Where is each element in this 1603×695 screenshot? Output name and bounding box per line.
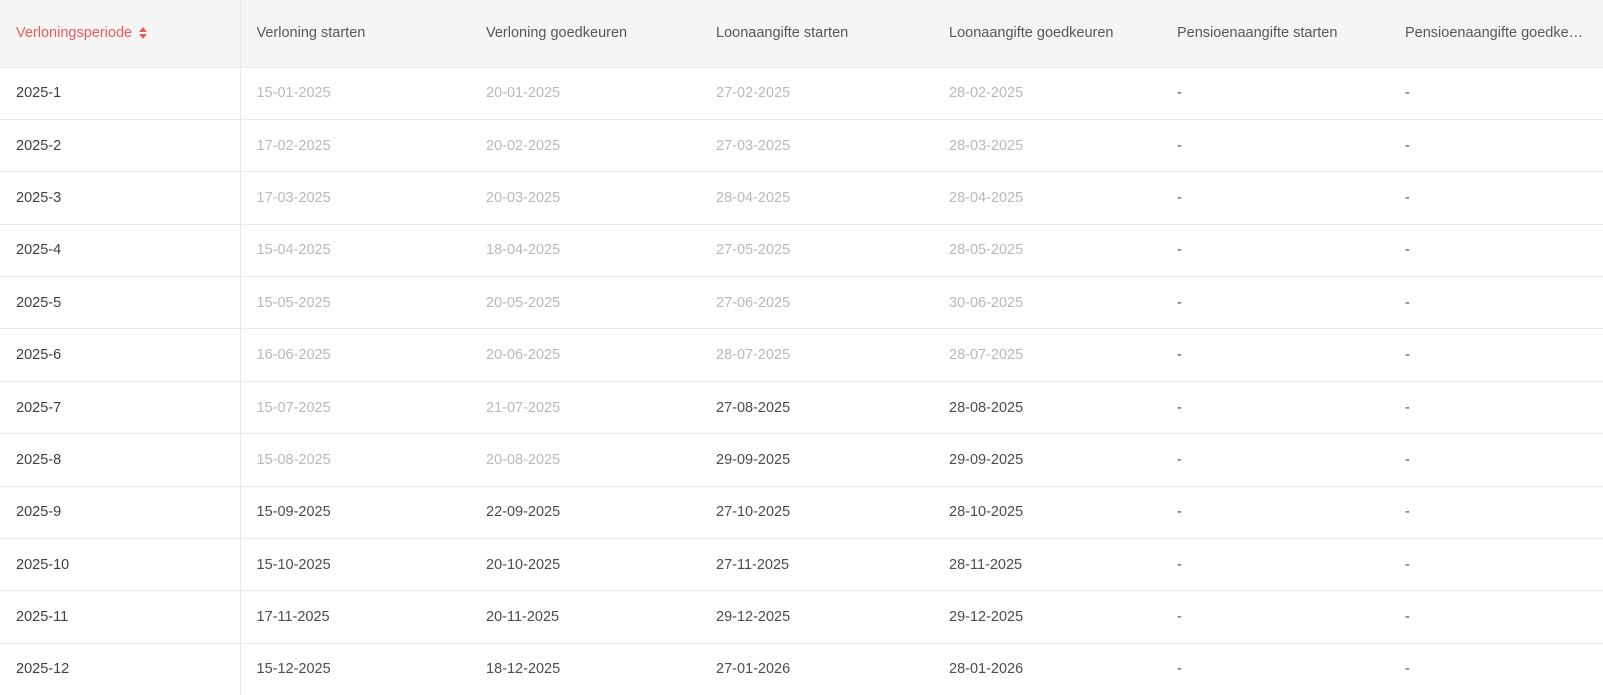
- table-cell: 17-03-2025: [240, 172, 470, 224]
- sort-desc-arrow-icon: [139, 34, 147, 39]
- table-cell: 20-08-2025: [470, 434, 700, 486]
- table-cell: -: [1389, 67, 1603, 119]
- column-header-5[interactable]: [1161, 0, 1389, 67]
- table-cell: 20-11-2025: [470, 591, 700, 643]
- table-cell: 28-03-2025: [933, 119, 1161, 171]
- table-cell: 27-05-2025: [700, 224, 933, 276]
- table-cell: -: [1389, 539, 1603, 591]
- table-cell: 2025-9: [0, 486, 240, 538]
- table-cell: 28-07-2025: [700, 329, 933, 381]
- table-cell: 2025-3: [0, 172, 240, 224]
- table-body: [0, 67, 1603, 695]
- sort-asc-arrow-icon: [139, 27, 147, 32]
- table-cell: 20-06-2025: [470, 329, 700, 381]
- table-cell: 2025-2: [0, 119, 240, 171]
- table-cell: 22-09-2025: [470, 486, 700, 538]
- column-header-label: Loonaangifte starten: [716, 25, 849, 42]
- table-cell: 27-11-2025: [700, 539, 933, 591]
- table-cell: 28-04-2025: [700, 172, 933, 224]
- table-row[interactable]: [0, 434, 1603, 486]
- table-cell: 2025-4: [0, 224, 240, 276]
- table-cell: 28-08-2025: [933, 381, 1161, 433]
- table-cell: 2025-1: [0, 67, 240, 119]
- table-cell: 15-08-2025: [240, 434, 470, 486]
- column-header-label: Pensioenaangifte starten: [1177, 25, 1338, 42]
- table-cell: 2025-5: [0, 277, 240, 329]
- table-cell: 16-06-2025: [240, 329, 470, 381]
- table-cell: -: [1389, 434, 1603, 486]
- table-row[interactable]: [0, 277, 1603, 329]
- table-cell: -: [1161, 486, 1389, 538]
- table-cell: 15-07-2025: [240, 381, 470, 433]
- table-cell: 27-02-2025: [700, 67, 933, 119]
- table-row[interactable]: [0, 67, 1603, 119]
- column-header-1[interactable]: [240, 0, 470, 67]
- table-cell: -: [1161, 329, 1389, 381]
- table-row[interactable]: [0, 119, 1603, 171]
- table-cell: -: [1389, 119, 1603, 171]
- table-cell: 15-09-2025: [240, 486, 470, 538]
- table-cell: 29-09-2025: [933, 434, 1161, 486]
- column-header-inner: [1177, 25, 1389, 41]
- table-cell: 28-02-2025: [933, 67, 1161, 119]
- table-cell: 15-10-2025: [240, 539, 470, 591]
- column-header-inner: [1405, 25, 1603, 41]
- table-cell: 20-10-2025: [470, 539, 700, 591]
- table-cell: -: [1389, 486, 1603, 538]
- table-row[interactable]: [0, 539, 1603, 591]
- column-header-inner: [16, 25, 240, 41]
- table-cell: 27-01-2026: [700, 643, 933, 695]
- table-row[interactable]: [0, 591, 1603, 643]
- table-cell: 15-12-2025: [240, 643, 470, 695]
- table-cell: 27-10-2025: [700, 486, 933, 538]
- table-row[interactable]: [0, 172, 1603, 224]
- column-header-4[interactable]: [933, 0, 1161, 67]
- column-header-inner: [949, 25, 1161, 41]
- table-cell: 18-12-2025: [470, 643, 700, 695]
- table-cell: -: [1161, 119, 1389, 171]
- table-cell: 28-04-2025: [933, 172, 1161, 224]
- table-cell: -: [1161, 381, 1389, 433]
- column-header-6[interactable]: [1389, 0, 1603, 67]
- table-cell: 28-07-2025: [933, 329, 1161, 381]
- table-cell: 15-05-2025: [240, 277, 470, 329]
- table-row[interactable]: [0, 224, 1603, 276]
- column-header-label: Pensioenaangifte goedke…: [1405, 25, 1584, 42]
- table-cell: 2025-7: [0, 381, 240, 433]
- table-cell: 20-03-2025: [470, 172, 700, 224]
- table-cell: 28-01-2026: [933, 643, 1161, 695]
- table-header-row: [0, 0, 1603, 67]
- table-cell: 2025-10: [0, 539, 240, 591]
- table-row[interactable]: [0, 486, 1603, 538]
- table-cell: -: [1161, 591, 1389, 643]
- table-cell: 15-04-2025: [240, 224, 470, 276]
- column-header-inner: [486, 25, 700, 41]
- table-cell: 2025-12: [0, 643, 240, 695]
- table-cell: 29-09-2025: [700, 434, 933, 486]
- table-cell: -: [1389, 329, 1603, 381]
- table-cell: -: [1389, 381, 1603, 433]
- table-cell: 29-12-2025: [700, 591, 933, 643]
- table-cell: 27-06-2025: [700, 277, 933, 329]
- table-cell: 27-08-2025: [700, 381, 933, 433]
- table-cell: -: [1389, 643, 1603, 695]
- table-cell: -: [1161, 224, 1389, 276]
- table-cell: -: [1161, 643, 1389, 695]
- table-cell: 2025-11: [0, 591, 240, 643]
- table-cell: 27-03-2025: [700, 119, 933, 171]
- table-row[interactable]: [0, 381, 1603, 433]
- table-cell: 15-01-2025: [240, 67, 470, 119]
- column-header-2[interactable]: [470, 0, 700, 67]
- table-header: [0, 0, 1603, 67]
- table-cell: 30-06-2025: [933, 277, 1161, 329]
- table-cell: 17-02-2025: [240, 119, 470, 171]
- column-header-inner: [257, 25, 471, 41]
- table-cell: 2025-8: [0, 434, 240, 486]
- table-cell: -: [1161, 434, 1389, 486]
- table-cell: -: [1161, 277, 1389, 329]
- table-cell: -: [1389, 224, 1603, 276]
- table-cell: -: [1389, 591, 1603, 643]
- table-cell: -: [1161, 539, 1389, 591]
- table-cell: 20-01-2025: [470, 67, 700, 119]
- table-cell: -: [1161, 172, 1389, 224]
- table-cell: 20-02-2025: [470, 119, 700, 171]
- column-header-0[interactable]: [0, 0, 240, 67]
- table-row[interactable]: [0, 329, 1603, 381]
- table-cell: 17-11-2025: [240, 591, 470, 643]
- column-header-label: Loonaangifte goedkeuren: [949, 25, 1114, 42]
- table-cell: 2025-6: [0, 329, 240, 381]
- table-cell: -: [1389, 172, 1603, 224]
- table-cell: 21-07-2025: [470, 381, 700, 433]
- table-cell: 28-05-2025: [933, 224, 1161, 276]
- table-row[interactable]: [0, 643, 1603, 695]
- column-header-label: Verloning starten: [256, 25, 366, 42]
- table-cell: -: [1161, 67, 1389, 119]
- column-header-3[interactable]: [700, 0, 933, 67]
- column-header-label: Verloningsperiode: [16, 25, 133, 42]
- sort-ascending-descending-icon[interactable]: [139, 27, 147, 39]
- table-cell: 29-12-2025: [933, 591, 1161, 643]
- column-header-inner: [716, 25, 933, 41]
- table-cell: -: [1389, 277, 1603, 329]
- table-cell: 20-05-2025: [470, 277, 700, 329]
- column-header-label: Verloning goedkeuren: [486, 25, 628, 42]
- table-cell: 28-11-2025: [933, 539, 1161, 591]
- table-cell: 18-04-2025: [470, 224, 700, 276]
- table-cell: 28-10-2025: [933, 486, 1161, 538]
